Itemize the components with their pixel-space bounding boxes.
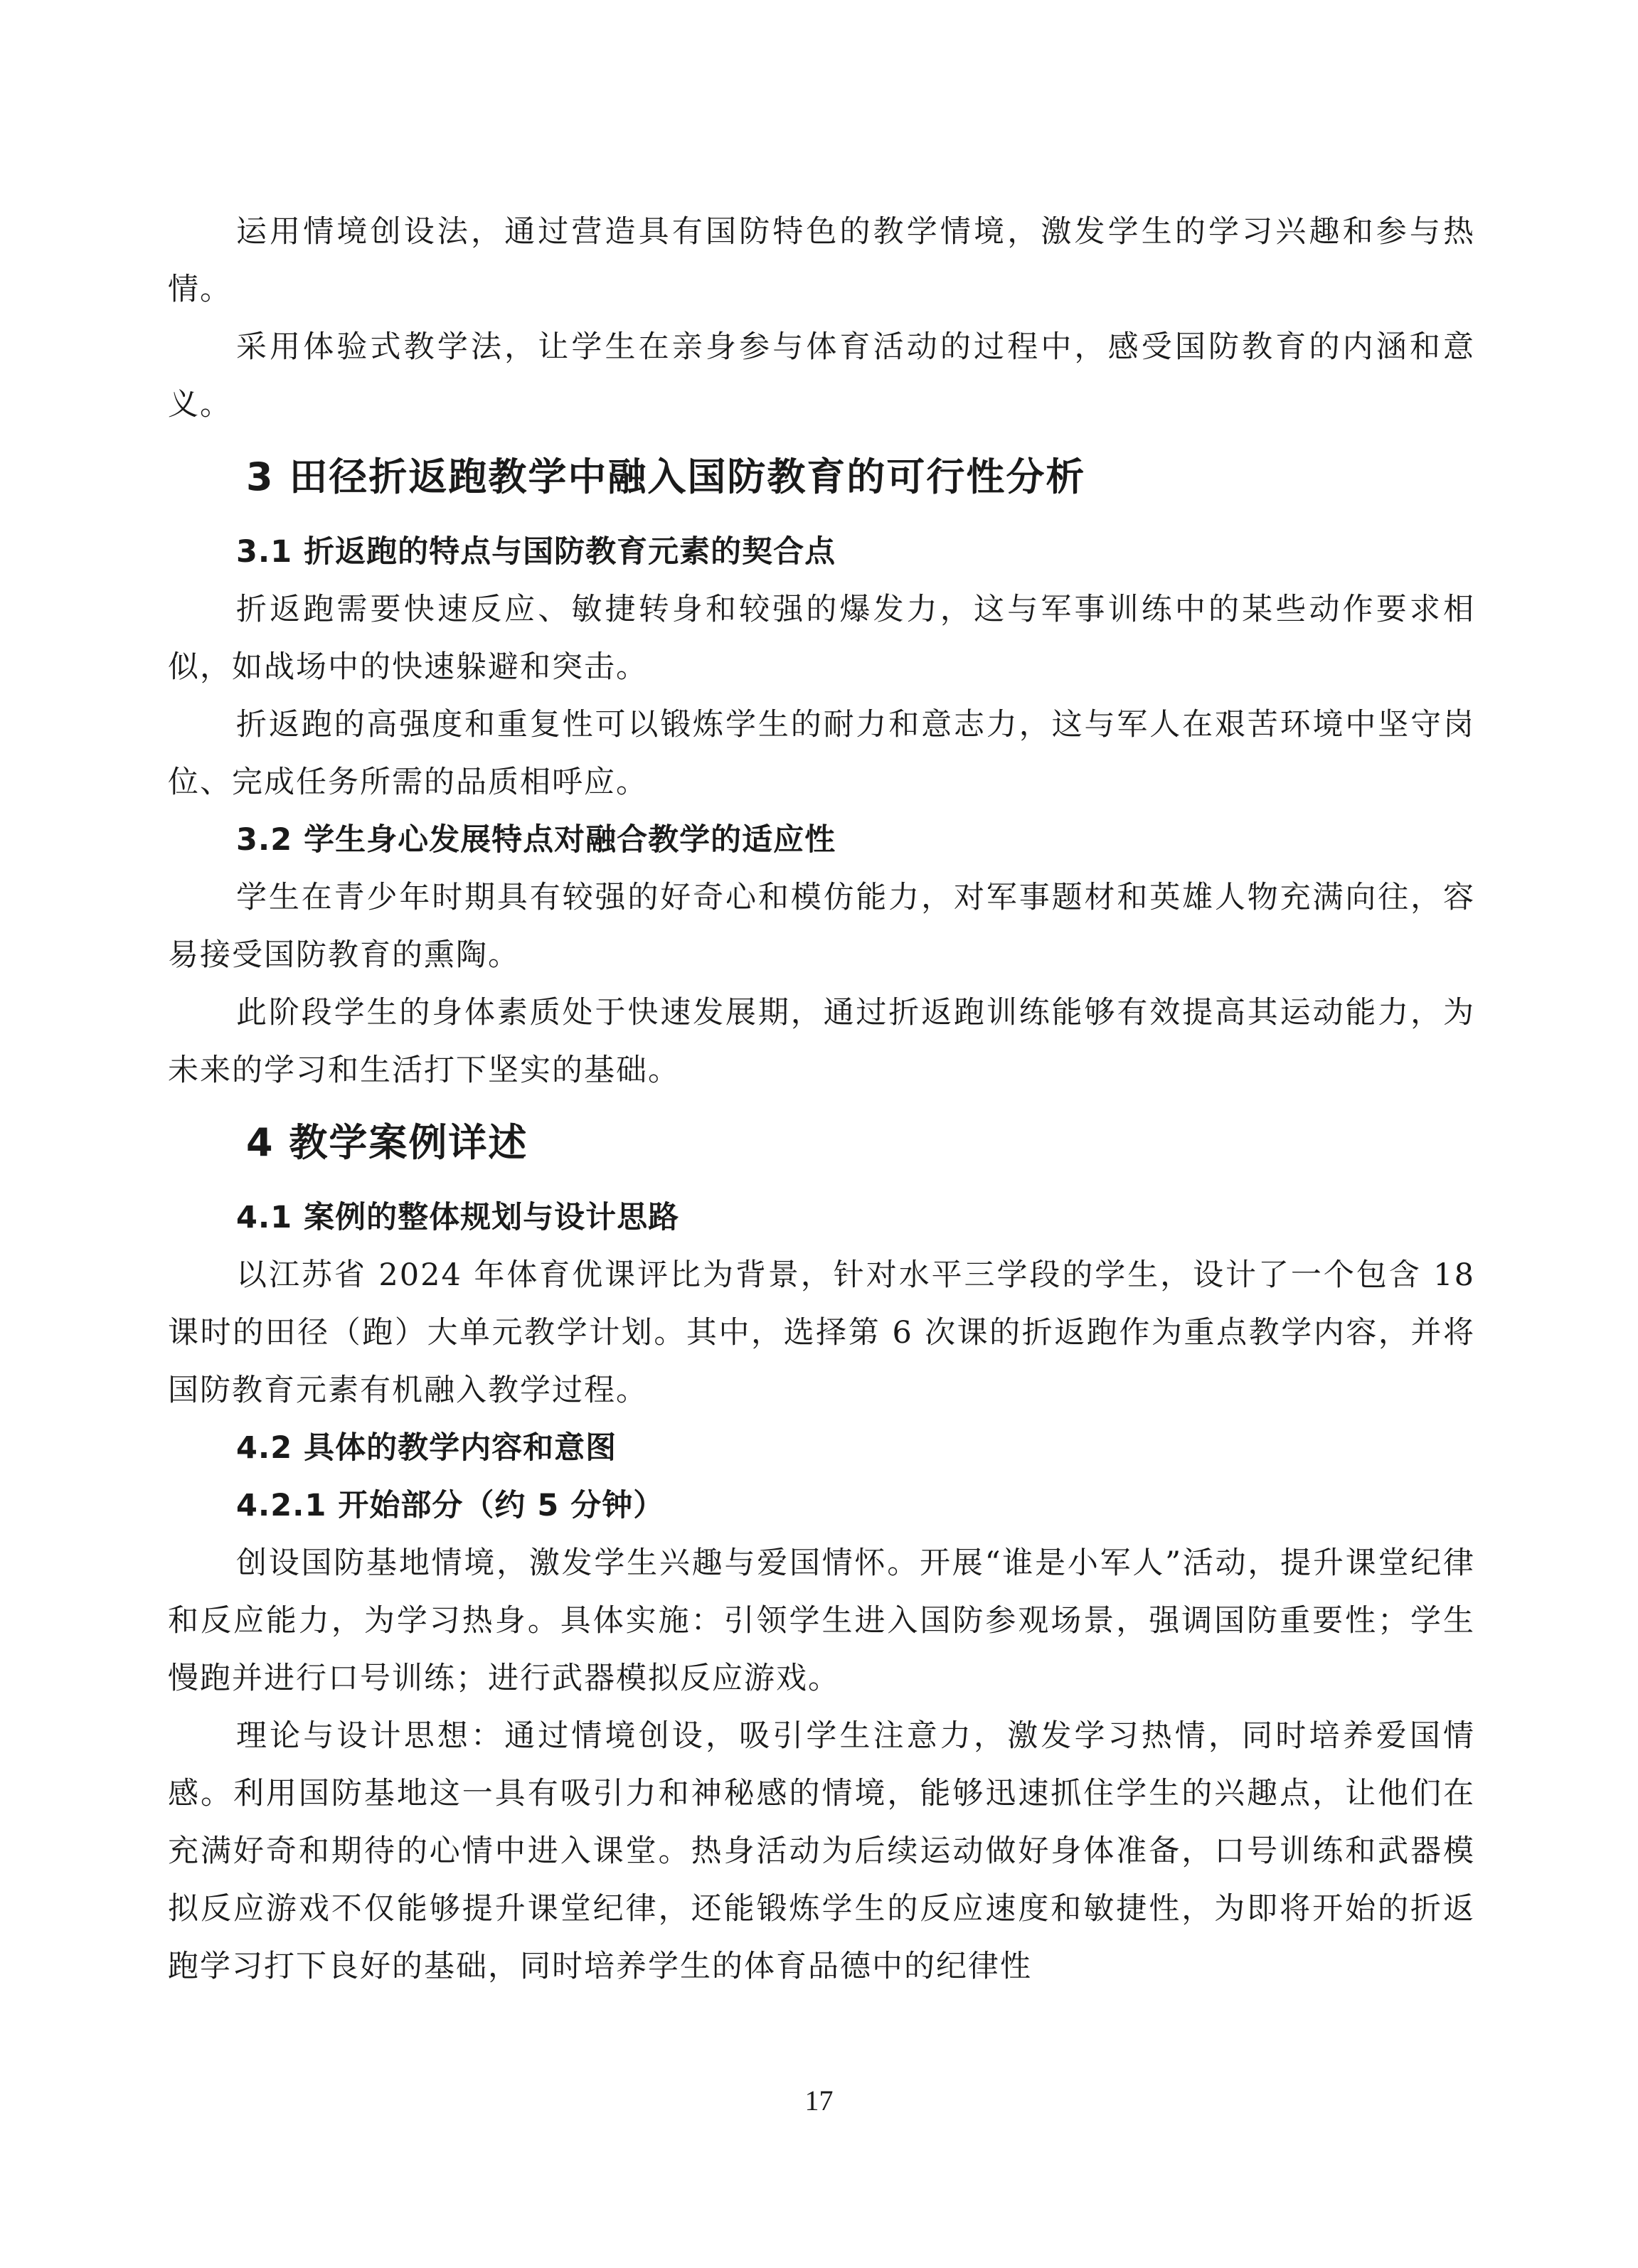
section-4-2-1-heading: 4.2.1 开始部分（约 5 分钟） <box>236 1488 665 1523</box>
paragraph-3-2-a: 学生在青少年时期具有较强的好奇心和模仿能力，对军事题材和英雄人物充满向往，容易接受国防教育的熏陶。 <box>168 880 1475 973</box>
paragraph-intro-1: 运用情境创设法，通过营造具有国防特色的教学情境，激发学生的学习兴趣和参与热情。 <box>168 214 1475 307</box>
section-4-2-heading: 4.2 具体的教学内容和意图 <box>236 1430 617 1466</box>
paragraph-3-1-a: 折返跑需要快速反应、敏捷转身和较强的爆发力，这与军事训练中的某些动作要求相似，如战场中的快速躲避和突击。 <box>168 592 1475 685</box>
paragraph-intro-2: 采用体验式教学法，让学生在亲身参与体育活动的过程中，感受国防教育的内涵和意义。 <box>168 329 1475 422</box>
document-body <box>168 203 1475 1996</box>
paragraph-4-2-1-b: 理论与设计思想：通过情境创设，吸引学生注意力，激发学习热情，同时培养爱国情感。利用国防基地这一具有吸引力和神秘感的情境，能够迅速抓住学生的兴趣点，让他们在充满好奇和期待的心情中进入课堂。热身活动为后续运动做好身体准备，口号训练和武器模拟反应游戏不仅能够提升课堂纪律，还能锻炼学生的反应速度和敏捷性，为即将开始的折返跑学习打下良好的基础，同时培养学生的体育品德中的纪律性 <box>168 1718 1475 1984</box>
section-3-1-heading: 3.1 折返跑的特点与国防教育元素的契合点 <box>236 534 836 570</box>
section-4-heading: 4 教学案例详述 <box>246 1120 528 1165</box>
section-4-1-heading: 4.1 案例的整体规划与设计思路 <box>236 1200 680 1235</box>
paragraph-3-2-b: 此阶段学生的身体素质处于快速发展期，通过折返跑训练能够有效提高其运动能力，为未来的学习和生活打下坚实的基础。 <box>168 995 1475 1088</box>
section-3-2-heading: 3.2 学生身心发展特点对融合教学的适应性 <box>236 822 836 858</box>
paragraph-4-2-1-a: 创设国防基地情境，激发学生兴趣与爱国情怀。开展“谁是小军人”活动，提升课堂纪律和反应能力，为学习热身。具体实施：引领学生进入国防参观场景，强调国防重要性；学生慢跑并进行口号训练；进行武器模拟反应游戏。 <box>168 1545 1475 1696</box>
page-number: 17 <box>804 2085 834 2117</box>
paragraph-3-1-b: 折返跑的高强度和重复性可以锻炼学生的耐力和意志力，这与军人在艰苦环境中坚守岗位、完成任务所需的品质相呼应。 <box>168 707 1475 800</box>
section-3-heading: 3 田径折返跑教学中融入国防教育的可行性分析 <box>246 454 1086 499</box>
paragraph-4-1: 以江苏省 2024 年体育优课评比为背景，针对水平三学段的学生，设计了一个包含 18 课时的田径（跑）大单元教学计划。其中，选择第 6 次课的折返跑作为重点教学内容，并将国防教育元素有机融入教学过程。 <box>168 1257 1475 1408</box>
